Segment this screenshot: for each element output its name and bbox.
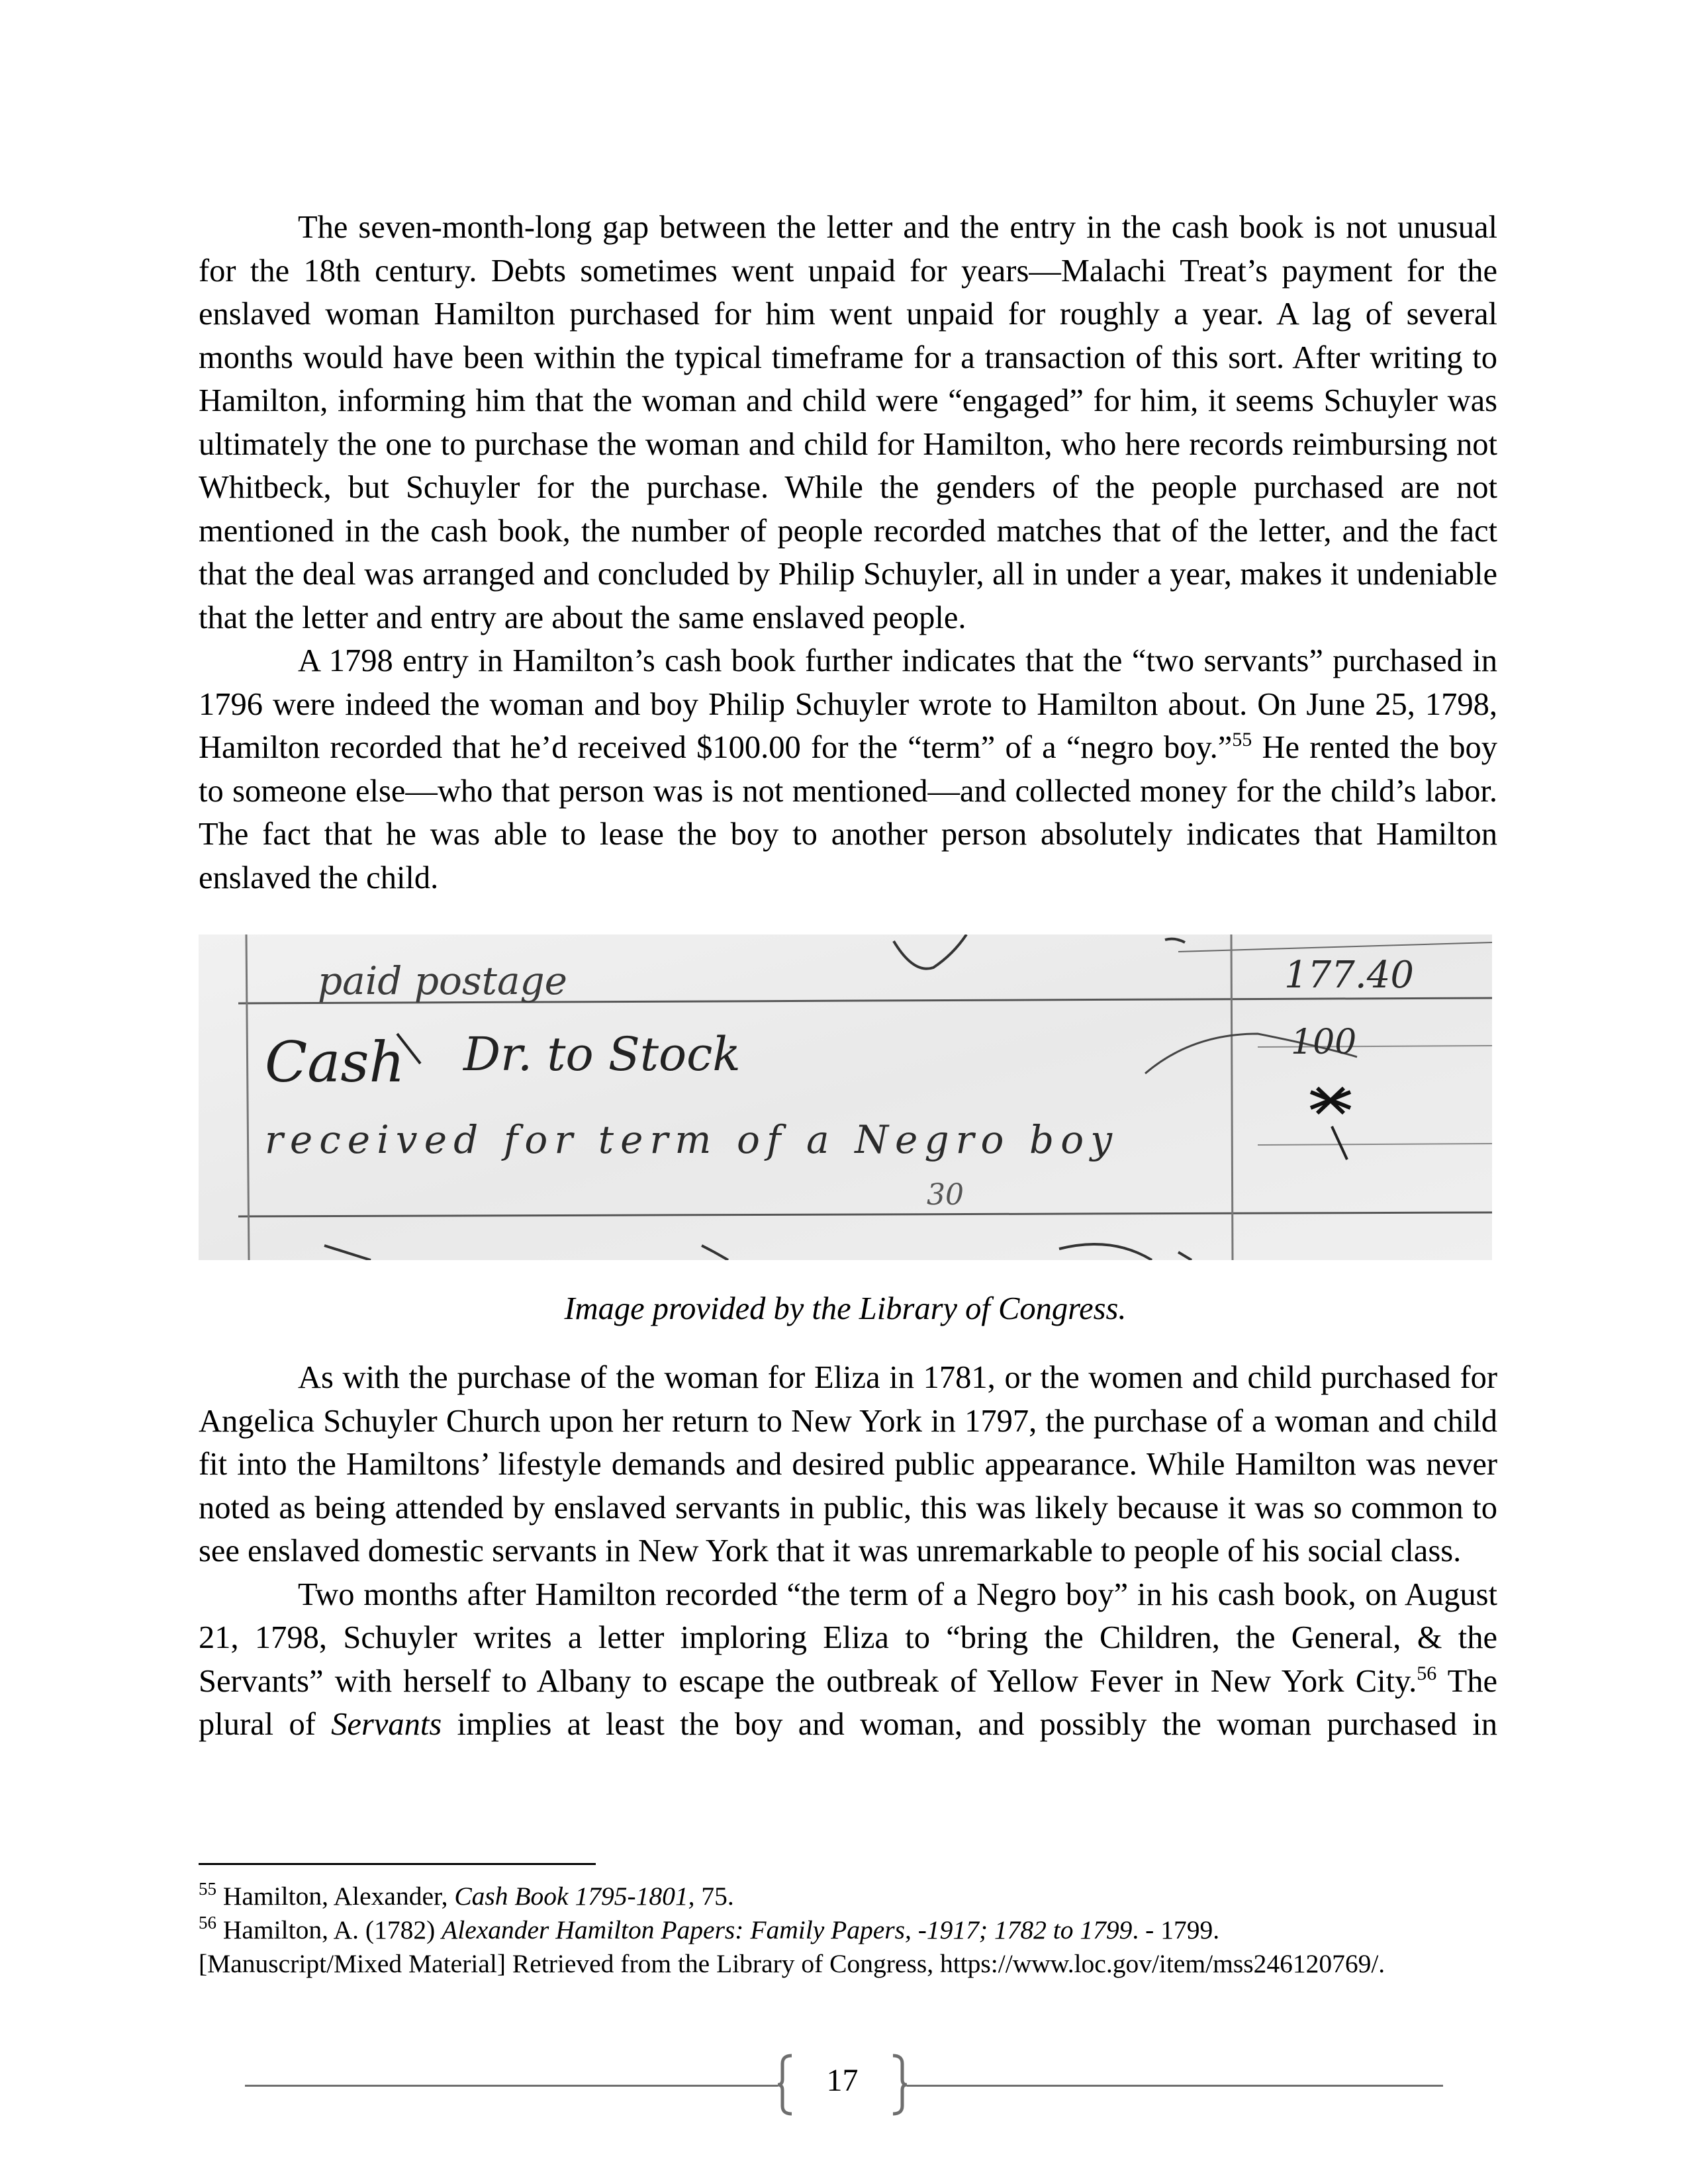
paragraph	[199, 1573, 1497, 1747]
italic-term: Servants	[331, 1707, 442, 1742]
text-line: The seven-month-long gap between the letter and the entry in the cash book is not	[298, 210, 1387, 245]
handwriting-dr-to-stock: Dr. to Stock	[463, 1027, 741, 1081]
text-line: because it was so common to see enslaved domestic servants in New York that it was	[199, 1490, 1498, 1569]
paragraph	[199, 206, 1497, 639]
ledger-column-rule	[1231, 934, 1233, 1260]
text-line: implies at least the boy and woman, and possibly the woman purchased in	[442, 1707, 1497, 1742]
page-number: 17	[826, 2063, 859, 2098]
text-line: writing to Hamilton, informing him that the woman and child were “engaged” for him, it seems	[199, 340, 1497, 418]
text-line: Hamilton was never noted as being attended by enslaved servants in public, this was likely	[199, 1447, 1497, 1525]
handwriting-amount: 100	[1291, 1023, 1357, 1062]
footnote-55	[199, 1880, 1497, 1913]
text-line: several months would have been within the typical timeframe for a transaction of this sort. After	[199, 296, 1497, 375]
body-text-top	[199, 206, 1497, 899]
right-brace-icon	[889, 2053, 909, 2116]
text-line: Two months after Hamilton recorded “the term of a Negro boy” in his cash book, on	[298, 1576, 1397, 1612]
footnotes	[199, 1880, 1497, 1981]
text-line: the Servants” with herself to Albany to escape the outbreak of Yellow Fever in New York City.	[199, 1620, 1497, 1699]
body-text-bottom	[199, 1356, 1497, 1747]
footnote-number: 55	[199, 1879, 216, 1899]
footnote-56-continued	[199, 1947, 1497, 1981]
handwriting-entry: received for term of a Negro boy	[265, 1117, 1112, 1162]
text-line: the boy to someone else—who that person was is not mentioned—and collected money for the	[199, 730, 1498, 809]
text-line: As with the purchase of the woman for Eliza in 1781, or the women and child purchased	[298, 1360, 1451, 1395]
manuscript-scan	[199, 934, 1492, 1260]
text-line: for Angelica Schuyler Church upon her return to New York in 1797, the purchase of a woman	[199, 1360, 1498, 1439]
figure-caption: Image provided by the Library of Congress.	[564, 1291, 1127, 1326]
footnote-title: Cash Book 1795-1801,	[454, 1882, 695, 1911]
footnote-separator	[199, 1863, 596, 1865]
text-line: The plural of	[199, 1663, 1497, 1742]
text-line: under a year, makes it undeniable that the letter and entry are about the same enslaved people.	[199, 557, 1497, 635]
paragraph	[199, 639, 1497, 899]
text-line: records reimbursing not Whitbeck, but Schuyler for the purchase. While the genders of the	[199, 426, 1498, 505]
footnote-text: Hamilton, A. (1782)	[216, 1915, 442, 1944]
footnote-ref-55[interactable]: 55	[1232, 729, 1252, 751]
handwriting-cash: Cash	[265, 1030, 405, 1095]
text-line: and child fit into the Hamiltons’ lifestyle demands and desired public appearance. While	[199, 1403, 1498, 1482]
text-line: unusual for the 18th century. Debts sometimes went unpaid for years—Malachi Treat’s payment	[199, 210, 1498, 289]
footnote-text: [Manuscript/Mixed Material] Retrieved from the Library of Congress, https://www.loc.gov/item/mss246120769/.	[199, 1949, 1385, 1978]
page-footer	[0, 2052, 1688, 2118]
footnote-text: . - 1799.	[1132, 1915, 1220, 1944]
text-line: He rented	[1252, 730, 1390, 765]
footer-rule-right	[907, 2085, 1443, 2087]
footnote-text: Hamilton, Alexander,	[216, 1882, 455, 1911]
handwriting-postage: paid postage	[318, 958, 567, 1003]
text-line: unremarkable to people of his social class.	[916, 1533, 1462, 1569]
text-line: August 21, 1798, Schuyler writes a letter imploring Eliza to “bring the Children, the General, &	[199, 1576, 1497, 1655]
handwriting-number: 30	[927, 1178, 964, 1212]
footnote-number: 56	[199, 1913, 216, 1933]
footnote-56	[199, 1913, 1497, 1947]
text-line: 1798, Hamilton recorded that he’d received $100.00 for the “term” of a “negro boy.”	[199, 686, 1497, 765]
text-line: A 1798 entry in Hamilton’s cash book further indicates that the “two servants” purchased	[298, 643, 1463, 678]
footer-rule-left	[245, 2085, 778, 2087]
text-line: child’s labor. The fact that he was able to lease the boy to another person absolutely indicates	[199, 773, 1497, 852]
text-line: people purchased are not mentioned in the cash book, the number of people recorded matches	[199, 470, 1497, 549]
paragraph	[199, 1356, 1497, 1573]
handwriting-amount-top: 177.40	[1284, 954, 1414, 997]
text-line: for the enslaved woman Hamilton purchased for him went unpaid for roughly a year. A lag of	[199, 253, 1498, 332]
footnote-text: 75.	[694, 1882, 734, 1911]
text-line: Schuyler was ultimately the one to purchase the woman and child for Hamilton, who here	[199, 383, 1498, 462]
footnote-ref-56[interactable]: 56	[1417, 1662, 1437, 1684]
text-line: in 1796 were indeed the woman and boy Philip Schuyler wrote to Hamilton about. On June 25,	[199, 643, 1497, 722]
text-line: that Hamilton enslaved the child.	[199, 817, 1497, 895]
text-line: that of the letter, and the fact that the deal was arranged and concluded by Philip Schuyler, all in	[199, 513, 1498, 592]
footnote-title: Alexander Hamilton Papers: Family Papers, -1917; 1782 to 1799	[442, 1915, 1133, 1944]
manuscript-image	[199, 934, 1492, 1260]
